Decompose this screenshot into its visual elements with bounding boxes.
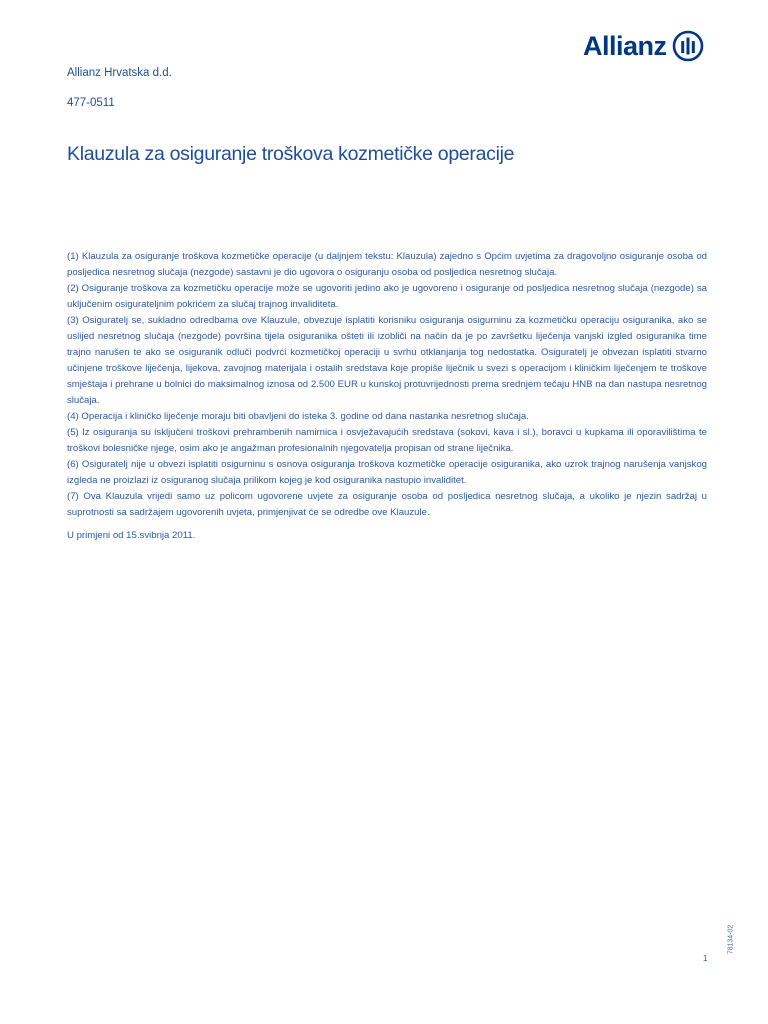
company-name: Allianz Hrvatska d.d. — [67, 67, 172, 79]
clause-paragraph-4: (4) Operacija i kliničko liječenje moraju biti obavljeni do isteka 3. godine od dana nastanka nesretnog slučaja. — [67, 411, 529, 422]
clause-body — [67, 249, 707, 521]
document-title: Klauzula za osiguranje troškova kozmetičke operacije — [67, 143, 515, 165]
clause-paragraph-1: (1) Klauzula za osiguranje troškova kozmetičke operacije (u daljnjem tekstu: Klauzula) zajedno s Općim uvjetima za dragovoljno osiguranje osoba od posljedica nesretnog slučaja (nezgode) sastavni je dio ugovora o osiguranju osoba od posljedica nesretnog slučaja. — [67, 251, 707, 278]
clause-paragraph-2: (2) Osiguranje troškova za kozmetičku operacije može se ugovoriti jedino ako je ugovoreno i osiguranje od posljedica nesretnog slučaja (nezgode) sa uključenim osigurateljnim pokrićem za slučaj trajnog invaliditeta. — [67, 283, 707, 310]
document-number: 477-0511 — [67, 97, 115, 109]
form-code: 78134-02 — [727, 924, 735, 955]
clause-paragraph-7: (7) Ova Klauzula vrijedi samo uz policom ugovorene uvjete za osiguranje osoba od posljedica nesretnog slučaja, a ukoliko je njezin sadržaj u suprotnosti sa sadržajem ugovorenih uvjeta, primjenjivat će se odredbe ove Klauzule. — [67, 491, 707, 518]
clause-paragraph-6: (6) Osiguratelj nije u obvezi isplatiti osigurninu s osnova osiguranja troškova kozmetičke operacije osiguranika, ako uzrok trajnog narušenja vanjskog izgleda ne proizlazi iz osiguranog slučaja prilikom kojeg je kod osiguranika nastupio invaliditet. — [67, 459, 707, 486]
allianz-logo — [583, 29, 704, 63]
page-number: 1 — [703, 954, 708, 963]
clause-paragraph-3: (3) Osiguratelj se, sukladno odredbama ove Klauzule, obvezuje isplatiti korisniku osiguranja osigurninu za kozmetičku operaciju osiguranika, ako se uslijed nesretnog slučaja (nezgode) površina tijela osiguranika ošteti ili izobliči na način da je po završetku liječenja vanjski izgled osiguranika time trajno narušen te ako se osiguranik odluči podvrći kozmetičkoj operaciji u svrhu otklanjanja tog nedostatka. Osiguratelj je obvezan isplatiti stvarno učinjene troškove liječenja, lijekova, zavojnog materijala i ostalih sredstava koje propiše liječnik u svezi s operacijom i kliničkim liječenjem te troškove smještaja i prehrane u bolnici do maksimalnog iznosa od 2.500 EUR u kunskoj protuvrijednosti prema srednjem tečaju HNB na dan nastupa nesretnog slučaja. — [67, 315, 707, 406]
effective-date: U primjeni od 15.svibnja 2011. — [67, 530, 196, 541]
clause-paragraph-5: (5) Iz osiguranja su isključeni troškovi prehrambenih namirnica i osvježavajućih sredstava (sokovi, kava i sl.), boravci u kupkama ili oporavilištima te troškovi bolesničke njege, osim ako je angažman profesionalnih njegovatelja propisan od strane liječnika. — [67, 427, 707, 454]
allianz-eagle-logo-icon — [672, 30, 704, 62]
logo-wordmark: Allianz — [583, 31, 667, 61]
